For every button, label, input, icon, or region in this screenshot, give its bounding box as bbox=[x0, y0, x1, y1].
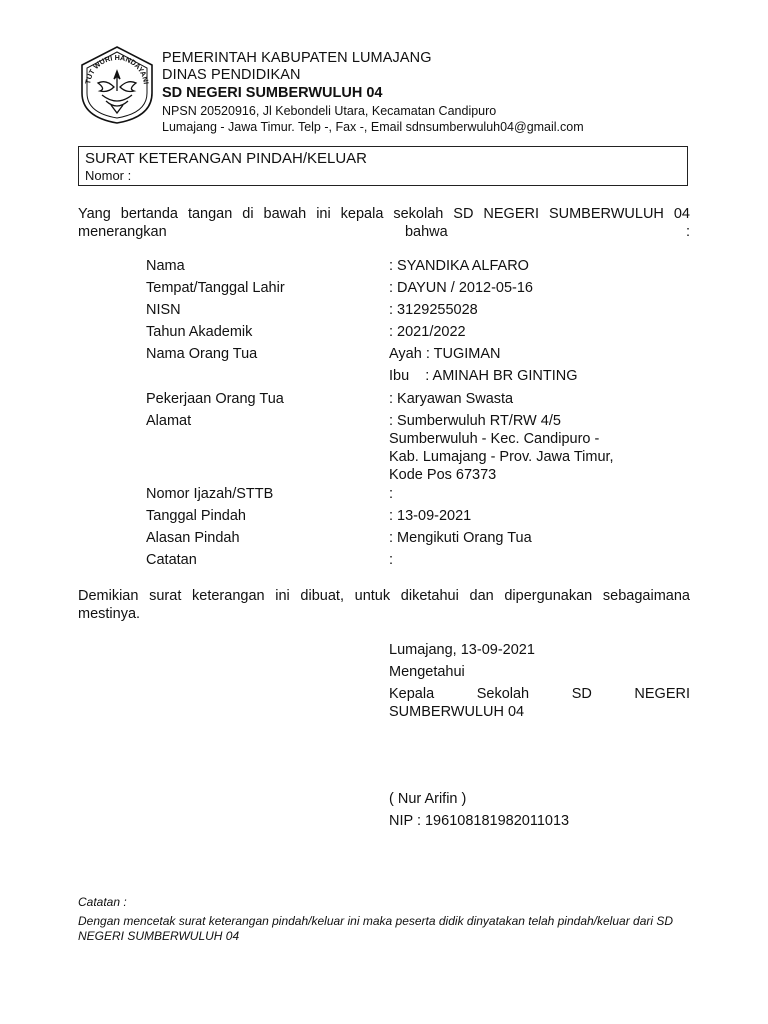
field-value-ttl: : DAYUN / 2012-05-16 bbox=[389, 280, 533, 296]
letter-title-box bbox=[78, 146, 688, 186]
signature-mengetahui: Mengetahui bbox=[389, 664, 465, 680]
school-contact: Lumajang - Jawa Timur. Telp -, Fax -, Email sdnsumberwuluh04@gmail.com bbox=[162, 120, 584, 134]
signature-role bbox=[389, 685, 690, 721]
signature-name: ( Nur Arifin ) bbox=[389, 791, 467, 807]
signature-role-word: Kepala bbox=[389, 686, 435, 702]
field-label-ttl: Tempat/Tanggal Lahir bbox=[146, 280, 285, 296]
field-value-alamat: : Sumberwuluh RT/RW 4/5 Sumberwuluh - Kec. Candipuro - Kab. Lumajang - Prov. Jawa Timur, Kode Pos 67373 bbox=[389, 413, 614, 483]
field-label-alasan: Alasan Pindah bbox=[146, 530, 240, 546]
field-label-catatan: Catatan bbox=[146, 552, 197, 568]
closing-paragraph: Demikian surat keterangan ini dibuat, untuk diketahui dan dipergunakan sebagaimana mestinya. bbox=[78, 588, 690, 622]
letterhead bbox=[162, 50, 584, 135]
field-label-tahun: Tahun Akademik bbox=[146, 324, 253, 340]
field-label-ortu: Nama Orang Tua bbox=[146, 346, 258, 362]
field-label-pekerjaan: Pekerjaan Orang Tua bbox=[146, 391, 284, 407]
school-name: SD NEGERI SUMBERWULUH 04 bbox=[162, 85, 383, 101]
field-label-tanggal: Tanggal Pindah bbox=[146, 508, 246, 524]
field-value-ibu: Ibu : AMINAH BR GINTING bbox=[389, 368, 578, 384]
intro-paragraph: Yang bertanda tangan di bawah ini kepala sekolah SD NEGERI SUMBERWULUH 04 menerangkan bahwa : bbox=[78, 206, 690, 240]
field-value-tahun: : 2021/2022 bbox=[389, 324, 466, 340]
field-value-tanggal: : 13-09-2021 bbox=[389, 508, 472, 524]
department-name: DINAS PENDIDIKAN bbox=[162, 67, 301, 83]
letter-number: Nomor : bbox=[85, 168, 132, 183]
school-address: NPSN 20520916, Jl Kebondeli Utara, Kecamatan Candipuro bbox=[162, 104, 497, 118]
signature-role-line2: SUMBERWULUH 04 bbox=[389, 704, 525, 720]
field-value-nisn: : 3129255028 bbox=[389, 302, 478, 318]
signature-place-date: Lumajang, 13-09-2021 bbox=[389, 642, 535, 658]
field-value-alasan: : Mengikuti Orang Tua bbox=[389, 530, 532, 546]
field-label-ijazah: Nomor Ijazah/STTB bbox=[146, 486, 274, 502]
field-label-nama: Nama bbox=[146, 258, 185, 274]
field-label-alamat: Alamat bbox=[146, 413, 192, 429]
field-value-pekerjaan: : Karyawan Swasta bbox=[389, 391, 514, 407]
signature-nip: NIP : 196108181982011013 bbox=[389, 813, 570, 829]
signature-role-word: SD bbox=[571, 686, 592, 702]
field-value-nama: : SYANDIKA ALFARO bbox=[389, 258, 529, 274]
field-label-nisn: NISN bbox=[146, 302, 181, 318]
field-value-ayah: Ayah : TUGIMAN bbox=[389, 346, 501, 362]
government-name: PEMERINTAH KABUPATEN LUMAJANG bbox=[162, 50, 432, 66]
svg-text:TUT WURI HANDAYANI: TUT WURI HANDAYANI bbox=[83, 52, 151, 85]
tut-wuri-handayani-logo bbox=[76, 43, 158, 125]
letter-title: SURAT KETERANGAN PINDAH/KELUAR bbox=[85, 150, 368, 167]
signature-role-word: Sekolah bbox=[476, 686, 530, 702]
field-value-catatan: : bbox=[389, 552, 394, 568]
signature-role-word: NEGERI bbox=[634, 686, 690, 702]
footnote-label: Catatan : bbox=[78, 895, 127, 909]
footnote-text: Dengan mencetak surat keterangan pindah/keluar ini maka peserta didik dinyatakan telah pindah/keluar dari SD NEGERI SUMBERWULUH 04 bbox=[78, 914, 674, 943]
field-value-ijazah: : bbox=[389, 486, 394, 502]
